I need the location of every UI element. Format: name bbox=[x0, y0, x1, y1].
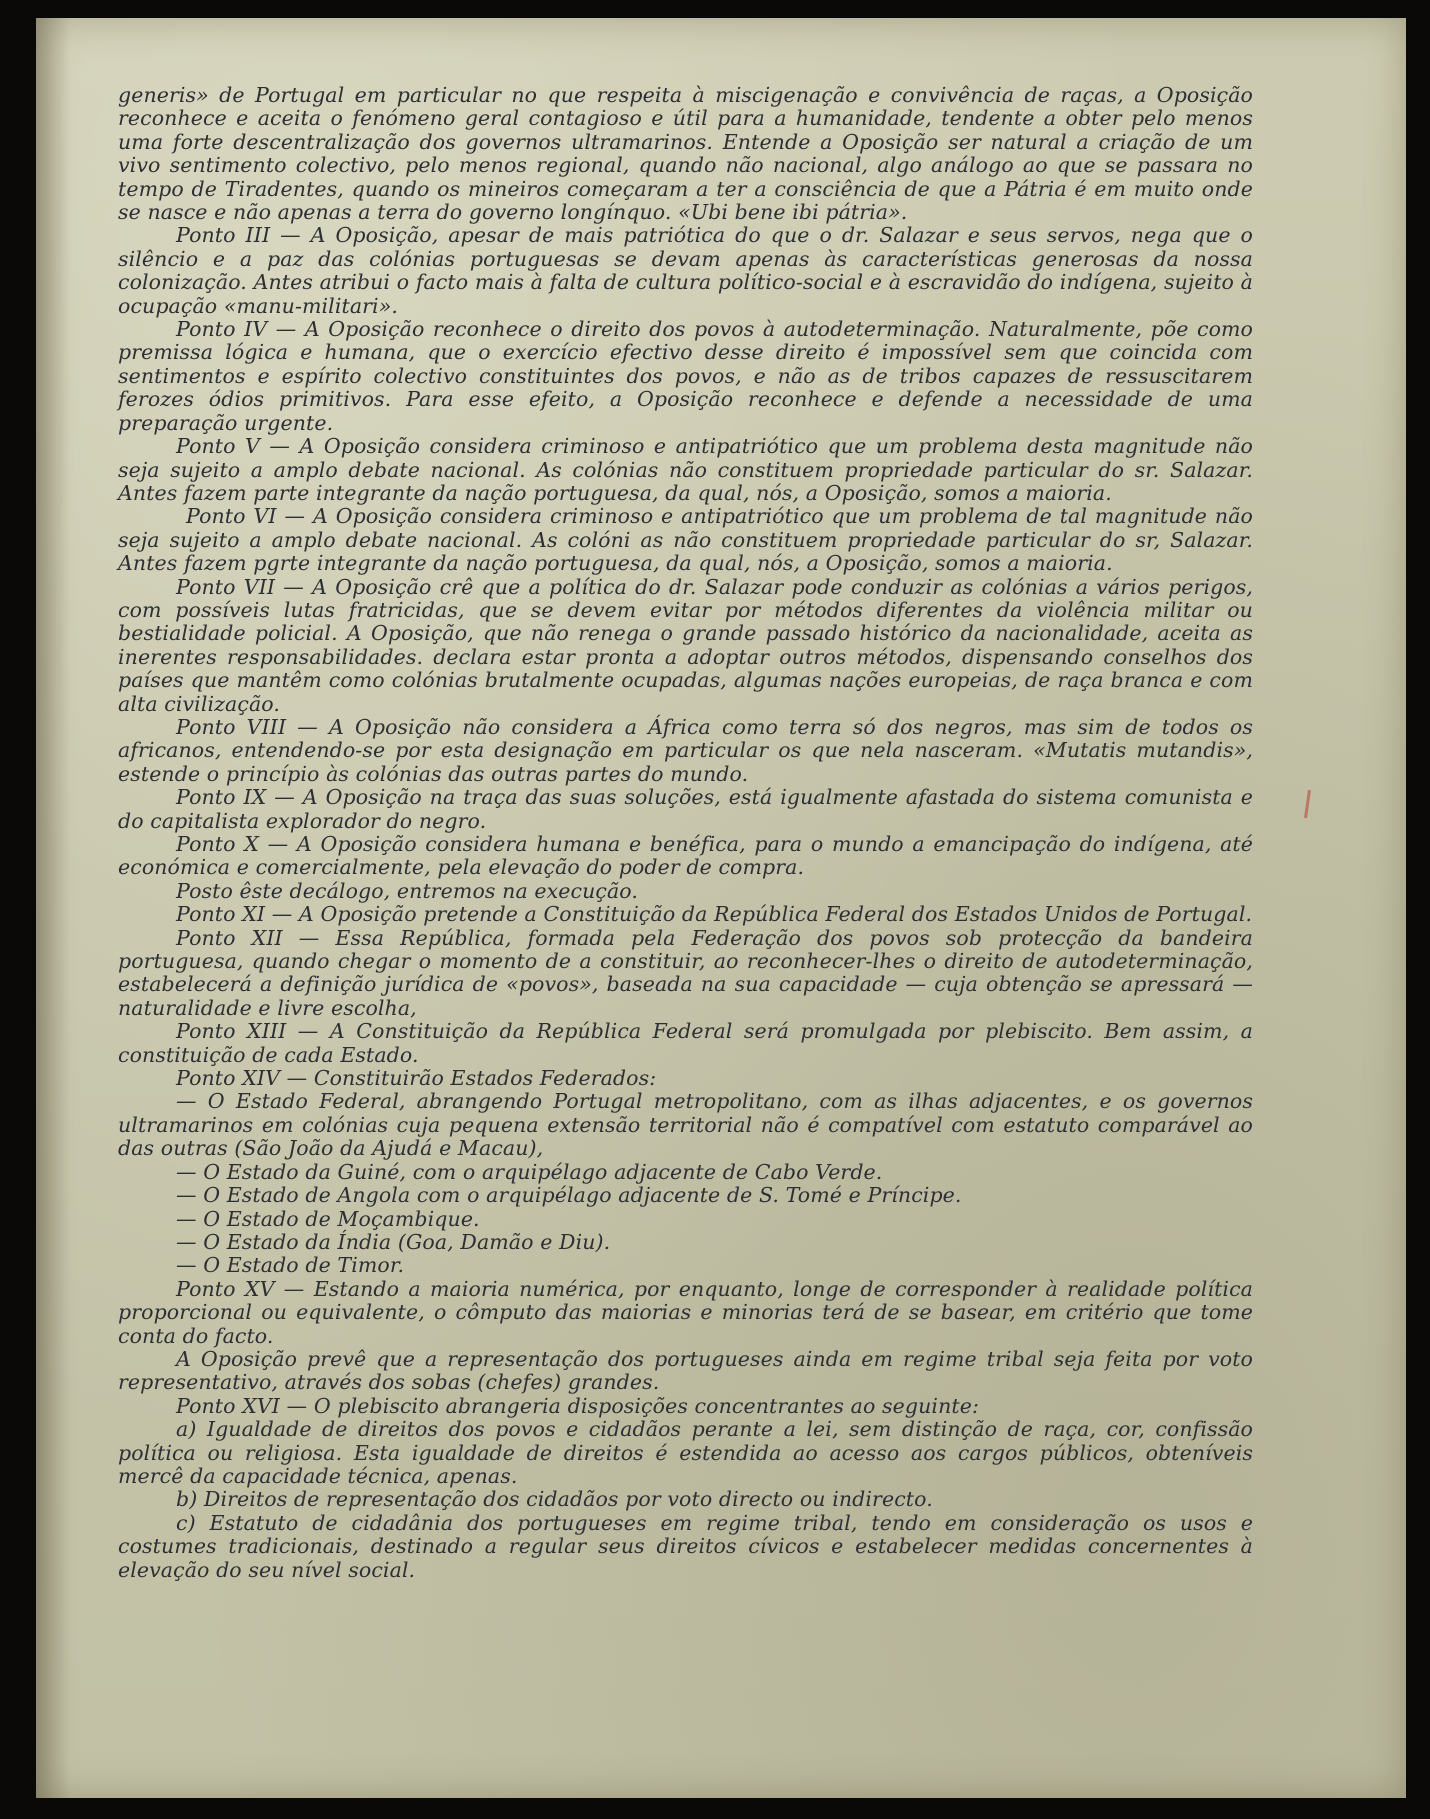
clause-c: c) Estatuto de cidadânia dos portugueses em regime tribal, tendo em consideração os usos e costumes tradicionais, destinado a regular seus direitos cívicos e estabelecer medidas concernentes à elevação do seu nível social. bbox=[118, 1510, 1253, 1582]
paragraph-ponto-vi: Ponto VI — A Oposição considera criminoso e antipatriótico que um problema de tal magnitude não seja sujeito a amplo debate nacional. As colóni as não constituem propriedade particular do sr, Salazar. Antes fazem pgrte integrante da nação portuguesa, da qual, nós, a Oposição, somos a maioria. bbox=[118, 504, 1253, 576]
state-timor: — O Estado de Timor. bbox=[176, 1253, 405, 1278]
paragraph-ponto-iii: Ponto III — A Oposição, apesar de mais patriótica do que o dr. Salazar e seus servos, nega que o silêncio e a paz das colónias portuguesas se devam apenas às características generosas da nossa colonização. Antes atribui o facto mais à falta de cultura político-social e à escravidão do indígena, sujeito à ocupação «manu-militari». bbox=[118, 223, 1253, 318]
paragraph-ponto-xvi: Ponto XVI — O plebiscito abrangeria disposições concentrantes ao seguinte: bbox=[176, 1393, 979, 1418]
document-page bbox=[36, 18, 1406, 1798]
state-mocambique: — O Estado de Moçambique. bbox=[176, 1206, 480, 1231]
state-guine: — O Estado da Guiné, com o arquipélago adjacente de Cabo Verde. bbox=[176, 1159, 883, 1184]
page-fold-shadow bbox=[36, 18, 70, 1798]
margin-mark bbox=[1304, 790, 1311, 818]
paragraph-ponto-xv: Ponto XV — Estando a maioria numérica, por enquanto, longe de corresponder à realidade política proporcional ou equivalente, o cômputo das maiorias e minorias terá de se basear, em critério que tome conta do facto. bbox=[118, 1276, 1253, 1348]
paragraph-ponto-xiii: Ponto XIII — A Constituição da República Federal será promulgada por plebiscito. Bem assim, a constituição de cada Estado. bbox=[118, 1019, 1253, 1067]
paragraph-representacao: A Oposição prevê que a representação dos portugueses ainda em regime tribal seja feita por voto representativo, através dos sobas (chefes) grandes. bbox=[118, 1346, 1253, 1395]
clause-a: a) Igualdade de direitos dos povos e cidadãos perante a lei, sem distinção de raça, cor, confissão política ou religiosa. Esta igualdade de direitos é estendida ao acesso aos cargos públicos, obteníveis mercê da capacidade técnica, apenas. bbox=[118, 1417, 1253, 1488]
state-angola: — O Estado de Angola com o arquipélago adjacente de S. Tomé e Príncipe. bbox=[176, 1183, 962, 1208]
paragraph-ponto-iv: Ponto IV — A Oposição reconhece o direito dos povos à autodeterminação. Naturalmente, põe como premissa lógica e humana, que o exercício efectivo desse direito é impossível sem que coincida com sentimentos e espírito colectivo constituintes dos povos, e não as de tribos capazes de ressuscitarem ferozes ódios primitivos. Para esse efeito, a Oposição reconhece e defende a necessidade de uma preparação urgente. bbox=[118, 317, 1253, 435]
paragraph-ponto-xii: Ponto XII — Essa República, formada pela Federação dos povos sob protecção da bandeira portuguesa, quando chegar o momento de a constituir, ao reconhecer-lhes o direito de autodeterminação, estabelecerá a definição jurídica de «povos», baseada na sua capacidade — cuja obtenção se apressará — naturalidade e livre escolha, bbox=[118, 925, 1253, 1020]
paragraph-ponto-viii: Ponto VIII — A Oposição não considera a África como terra só dos negros, mas sim de todos os africanos, entendendo-se por esta designação em particular os que nela nasceram. «Mutatis mutandis», estende o princípio às colónias das outras partes do mundo. bbox=[118, 714, 1253, 786]
paragraph-ponto-xi: Ponto XI — A Oposição pretende a Constituição da República Federal dos Estados Unidos de Portugal. bbox=[176, 902, 1253, 927]
paragraph-intro: generis» de Portugal em particular no que respeita à miscigenação e convivência de raças, a Oposição reconhece e aceita o fenómeno geral contagioso e útil para a humanidade, tendente a obter pelo menos uma forte descentralização dos governos ultramarinos. Entende a Oposição ser natural a criação de um vivo sentimento colectivo, pelo menos regional, quando não nacional, algo análogo ao que se passara no tempo de Tiradentes, quando os mineiros começaram a ter a consciência de que a Pátria é em muito onde se nasce e não apenas a terra do governo longínquo. «Ubi bene ibi pátria». bbox=[118, 83, 1253, 225]
paragraph-ponto-vii: Ponto VII — A Oposição crê que a política do dr. Salazar pode conduzir as colónias a vários perigos, com possíveis lutas fratricidas, que se devem evitar por métodos diferentes da violência militar ou bestialidade policial. A Oposição, que não renega o grande passado histórico da nacionalidade, aceita as inerentes responsabilidades. declara estar pronta a adoptar outros métodos, dispensando conselhos dos países que mantêm como colónias brutalmente ocupadas, algumas nações europeias, de raça branca e com alta civilização. bbox=[118, 574, 1253, 716]
state-federal: — O Estado Federal, abrangendo Portugal metropolitano, com as ilhas adjacentes, e os governos ultramarinos em colónias cuja pequena extensão territorial não é compatível com estatuto comparável ao das outras (São João da Ajudá e Macau), bbox=[118, 1089, 1253, 1161]
paragraph-ponto-ix: Ponto IX — A Oposição na traça das suas soluções, está igualmente afastada do sistema comunista e do capitalista explorador do negro. bbox=[118, 785, 1253, 833]
state-india: — O Estado da Índia (Goa, Damão e Diu). bbox=[176, 1229, 611, 1254]
paragraph-ponto-xiv: Ponto XIV — Constituirão Estados Federados: bbox=[176, 1066, 657, 1091]
clause-b: b) Direitos de representação dos cidadãos por voto directo ou indirecto. bbox=[176, 1487, 933, 1512]
paragraph-ponto-x: Ponto X — A Oposição considera humana e benéfica, para o mundo a emancipação do indígena, até económica e comercialmente, pela elevação do poder de compra. bbox=[118, 832, 1253, 880]
paragraph-decalogo: Posto êste decálogo, entremos na execução. bbox=[176, 878, 638, 903]
paragraph-ponto-v: Ponto V — A Oposição considera criminoso e antipatriótico que um problema desta magnitude não seja sujeito a amplo debate nacional. As colónias não constituem propriedade particular do sr. Salazar. Antes fazem parte integrante da nação portuguesa, da qual, nós, a Oposição, somos a maioria. bbox=[118, 434, 1253, 505]
document-text bbox=[118, 84, 1253, 1582]
